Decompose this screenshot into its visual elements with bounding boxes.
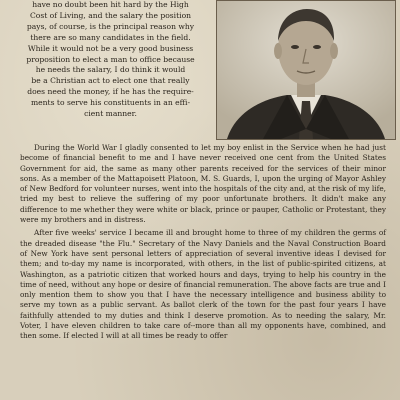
body-paragraph-qualifications: After five weeks' service I became ill and brought home to three of my children the germs of the dreaded disease "the Flu." Secretary of the Navy Daniels and the Naval Construction Board of New York have sent personal letters of appreciation of several inventive ideas I devised for them; and to-day my name is incorporated, with others, in the list of public-spirited citizens, at Washington, as a patriotic citizen that worked hours and days, trying to help his country in the time of need, without any hope or desire of financial remuneration. The above facts are true and I only mention them to show you that I have the necessary intelligence and business ability to serve my town as a public servant. As ballot clerk of the town for the past four years I have faithfully attended to my duties and think I deserve promotion. As to needing the salary, Mr. Voter, I have eleven children to take care of--more than all my opponents have, combined, and then some. If elected I will at all times be ready to offer: [20, 228, 386, 341]
intro-line: While it would not be a very good business: [27, 43, 194, 53]
intro-column: [8, 0, 213, 120]
intro-line: be a Christian act to elect one that really: [31, 76, 190, 86]
intro-line: ments to serve his constituents in an effi-: [30, 98, 191, 108]
candidate-portrait-photo: [216, 0, 396, 140]
intro-line: have no doubt been hit hard by the High: [32, 0, 189, 9]
intro-line: does need the money, if he has the require-: [27, 87, 194, 97]
intro-line: proposition to elect a man to office because: [26, 54, 195, 64]
body-paragraph-war-service: During the World War I gladly consented to let my boy enlist in the Service when he had just become of financial benefit to me and I have never received one cent from the United States Government for aid, the same as many other parents received for the services of their minor sons. As a member of the Mattapoisett Platoon, M. S. Guards, I, upon the urging of Mayor Ashley of New Bedford for volunteer nurses, went into the hospitals of the city and, at the risk of my life, tried my best to relieve the suffering of my poor unfortunate brothers. It didn't make any difference to me whether they were white or black, prince or pauper, Catholic or Protestant, they were my brothers and in distress.: [20, 143, 386, 225]
intro-line: pays, of course, is the principal reason why: [26, 21, 195, 31]
intro-line: Cost of Living, and the salary the position: [29, 10, 192, 20]
intro-line: there are so many candidates in the field.: [30, 32, 191, 42]
portrait-image: [217, 1, 395, 139]
intro-line: cient manner.: [84, 109, 137, 119]
letter-body: [20, 143, 386, 342]
intro-line: he needs the salary, I do think it would: [35, 65, 186, 75]
